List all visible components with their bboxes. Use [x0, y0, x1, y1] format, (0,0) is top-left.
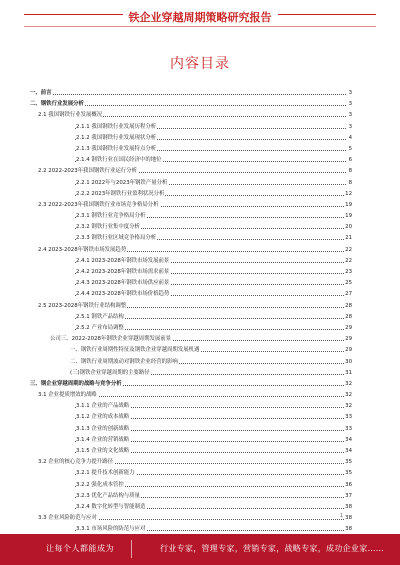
toc-entry[interactable] [30, 323, 352, 334]
toc-entry-label: 2.3.1 钢铁行业竞争格局分析 [76, 211, 146, 222]
toc-entry-page: 32 [344, 379, 352, 390]
table-of-contents [30, 88, 352, 536]
toc-entry[interactable] [30, 278, 352, 289]
page-number: 1 [340, 513, 344, 519]
toc-entry-label: 2.2 2022-2023年我国钢铁行业运行分析 [38, 166, 138, 177]
toc-entry[interactable] [30, 289, 352, 300]
toc-entry-page: 33 [344, 412, 352, 423]
toc-entry[interactable] [30, 200, 352, 211]
toc-entry[interactable] [30, 446, 352, 457]
toc-entry-page: 34 [344, 446, 352, 457]
toc-entry-label: 一、前言 [30, 88, 53, 99]
report-title [0, 9, 400, 25]
toc-entry[interactable] [30, 99, 352, 110]
toc-entry[interactable] [30, 424, 352, 435]
toc-entry-label: 2.3 2022-2023年我国钢铁行业市场竞争格局分析 [38, 200, 160, 211]
toc-entry[interactable] [30, 345, 352, 356]
toc-entry-page: 33 [344, 424, 352, 435]
toc-entry[interactable] [30, 301, 352, 312]
toc-entry-label: 二、钢铁行业发展分析 [30, 99, 85, 110]
toc-entry[interactable] [30, 457, 352, 468]
toc-entry[interactable] [30, 412, 352, 423]
toc-entry[interactable] [30, 110, 352, 121]
toc-entry-page: 38 [344, 502, 352, 513]
footer-tagline: 行业专家，管理专家，营销专家，战略专家，成功企业家…… [160, 544, 385, 553]
toc-entry-label: 2.3.2 钢铁行业集中度分析 [76, 222, 141, 233]
toc-entry-page: 27 [344, 289, 352, 300]
toc-entry[interactable] [30, 502, 352, 513]
toc-entry-label: 3.2.4 数字化转型与智能制造 [76, 502, 146, 513]
toc-entry-label: 3.1.5 企业的文化战略 [76, 446, 130, 457]
toc-entry[interactable] [30, 513, 352, 524]
toc-entry-page: 35 [344, 468, 352, 479]
report-title-text: 铁企业穿越周期策略研究报告 [123, 11, 278, 24]
toc-entry[interactable] [30, 256, 352, 267]
toc-entry[interactable] [30, 189, 352, 200]
toc-entry-page: 35 [344, 457, 352, 468]
toc-entry-page: 32 [344, 390, 352, 401]
toc-entry[interactable] [30, 233, 352, 244]
toc-entry-page: 5 [348, 144, 352, 155]
toc-entry-page: 29 [344, 345, 352, 356]
toc-entry-label: 公司三、2022-2028年钢铁企业穿越周期发展前景 [50, 334, 172, 345]
toc-entry-page: 20 [344, 222, 352, 233]
toc-entry-label: 2.5 2023-2028年钢铁行业结构调整 [38, 301, 127, 312]
toc-entry[interactable] [30, 435, 352, 446]
toc-entry-label: 3.2 企业的核心竞争力提升路径 [38, 457, 114, 468]
toc-entry[interactable] [30, 368, 352, 379]
toc-entry[interactable] [30, 312, 352, 323]
toc-entry-page: 22 [344, 245, 352, 256]
toc-entry-label: 2.2.2 2023年钢铁行业盈利状况分析 [76, 189, 165, 200]
toc-entry-label: 2.4.2 2023-2028年钢铁市场需求前景 [76, 267, 170, 278]
toc-entry-label: 2.4.3 2023-2028年钢铁市场供应前景 [76, 278, 170, 289]
toc-entry-label: 二、钢铁行业周期波动对钢铁企业经营的影响 [70, 357, 179, 368]
toc-entry[interactable] [30, 468, 352, 479]
toc-entry-page: 29 [344, 323, 352, 334]
toc-entry-label: 2.5.2 产业布局调整 [76, 323, 125, 334]
toc-entry-label: 2.1 我国钢铁行业发展概况 [38, 110, 103, 121]
toc-entry-label: 2.2.1 2022年与2023年钢铁产量分析 [76, 178, 168, 189]
toc-entry-page: 38 [344, 513, 352, 524]
toc-entry-page: 34 [344, 435, 352, 446]
toc-entry-page: 8 [348, 166, 352, 177]
toc-entry-label: 3.3 企业风险防范与应对 [38, 513, 98, 524]
toc-entry-page: 28 [344, 312, 352, 323]
toc-entry-label: 三、钢企业穿越周期的战略与竞争分析 [30, 379, 123, 390]
toc-entry[interactable] [30, 480, 352, 491]
toc-entry-page: 37 [344, 491, 352, 502]
toc-entry-label: (三)钢铁企业穿越周期的主要路径 [70, 368, 151, 379]
toc-entry-page: 3 [348, 88, 352, 99]
toc-entry-label: 2.3.3 钢铁行业区域竞争格局分析 [76, 233, 157, 244]
toc-entry-page: 25 [344, 278, 352, 289]
toc-entry-label: 2.4 2023-2028年钢铁市场发展趋势 [38, 245, 127, 256]
toc-leader-dots [30, 94, 346, 95]
report-header [0, 0, 400, 34]
toc-entry-page: 12 [344, 189, 352, 200]
toc-entry-page: 3 [348, 122, 352, 133]
toc-heading: 内容目录 [170, 56, 230, 72]
toc-entry-label: 2.1.2 我国钢铁行业发展现状分析 [76, 133, 157, 144]
toc-entry-label: 2.1.1 我国钢铁行业发展历程分析 [76, 122, 157, 133]
toc-entry-page: 19 [344, 211, 352, 222]
toc-entry-page: 19 [344, 200, 352, 211]
toc-entry-label: 2.5.1 钢铁产品结构 [76, 312, 125, 323]
header-rule-secondary [24, 26, 376, 27]
toc-entry-page: 28 [344, 301, 352, 312]
toc-entry-page: 21 [344, 233, 352, 244]
toc-entry-label: 一、钢铁行业周期性特征及钢铁企业穿越周期发展机遇 [70, 345, 200, 356]
toc-entry-label: 2.4.1 2023-2028年钢铁市场发展前景 [76, 256, 170, 267]
toc-entry-label: 2.1.3 我国钢铁行业发展特点分析 [76, 144, 157, 155]
toc-entry-label: 3.1.3 企业的创新战略 [76, 424, 130, 435]
toc-entry-page: 4 [348, 133, 352, 144]
toc-entry-label: 3.1.1 企业的产品战略 [76, 401, 130, 412]
toc-entry-label: 3.2.3 优化产品结构与质量 [76, 491, 141, 502]
toc-entry-page: 23 [344, 267, 352, 278]
toc-entry-label: 3.1.4 企业的营销战略 [76, 435, 130, 446]
footer-banner [0, 534, 400, 565]
footer-divider [131, 540, 132, 558]
toc-entry-label: 3.1 企业提质增效的战略 [38, 390, 98, 401]
toc-entry[interactable] [30, 222, 352, 233]
toc-entry-page: 3 [348, 110, 352, 121]
toc-entry[interactable] [30, 122, 352, 133]
toc-entry-page: 30 [344, 357, 352, 368]
toc-entry[interactable] [30, 379, 352, 390]
toc-entry[interactable] [30, 133, 352, 144]
toc-entry-label: 2.4.4 2023-2028年钢铁市场价格趋势 [76, 289, 170, 300]
toc-entry-page: 6 [348, 155, 352, 166]
toc-entry-label: 3.2.2 强化成本管控 [76, 480, 125, 491]
toc-entry[interactable] [30, 401, 352, 412]
toc-entry-page: 36 [344, 480, 352, 491]
toc-entry[interactable] [30, 155, 352, 166]
toc-entry-page: 38 [344, 524, 352, 535]
toc-entry[interactable] [30, 144, 352, 155]
toc-entry[interactable] [30, 334, 352, 345]
toc-entry-page: 31 [344, 368, 352, 379]
toc-entry-label: 2.1.4 钢铁行业在国民经济中的地位 [76, 155, 163, 166]
toc-entry-page: 32 [344, 401, 352, 412]
toc-entry-label: 3.3.1 市场风险的防范与应对 [76, 524, 146, 535]
toc-entry-page: 8 [348, 178, 352, 189]
toc-entry[interactable] [30, 88, 352, 99]
toc-entry-page: 29 [344, 334, 352, 345]
toc-entry-page: 22 [344, 256, 352, 267]
toc-entry-label: 3.2.1 提升技术创新能力 [76, 468, 136, 479]
toc-entry[interactable] [30, 491, 352, 502]
footer-slogan: 让每个人都能成为 [46, 544, 114, 553]
toc-entry[interactable] [30, 211, 352, 222]
toc-entry[interactable] [30, 357, 352, 368]
toc-entry[interactable] [30, 390, 352, 401]
toc-entry[interactable] [30, 267, 352, 278]
toc-entry[interactable] [30, 166, 352, 177]
toc-entry-label: 3.1.2 企业的成本战略 [76, 412, 130, 423]
toc-entry[interactable] [30, 245, 352, 256]
toc-entry[interactable] [30, 178, 352, 189]
toc-entry-page: 3 [348, 99, 352, 110]
